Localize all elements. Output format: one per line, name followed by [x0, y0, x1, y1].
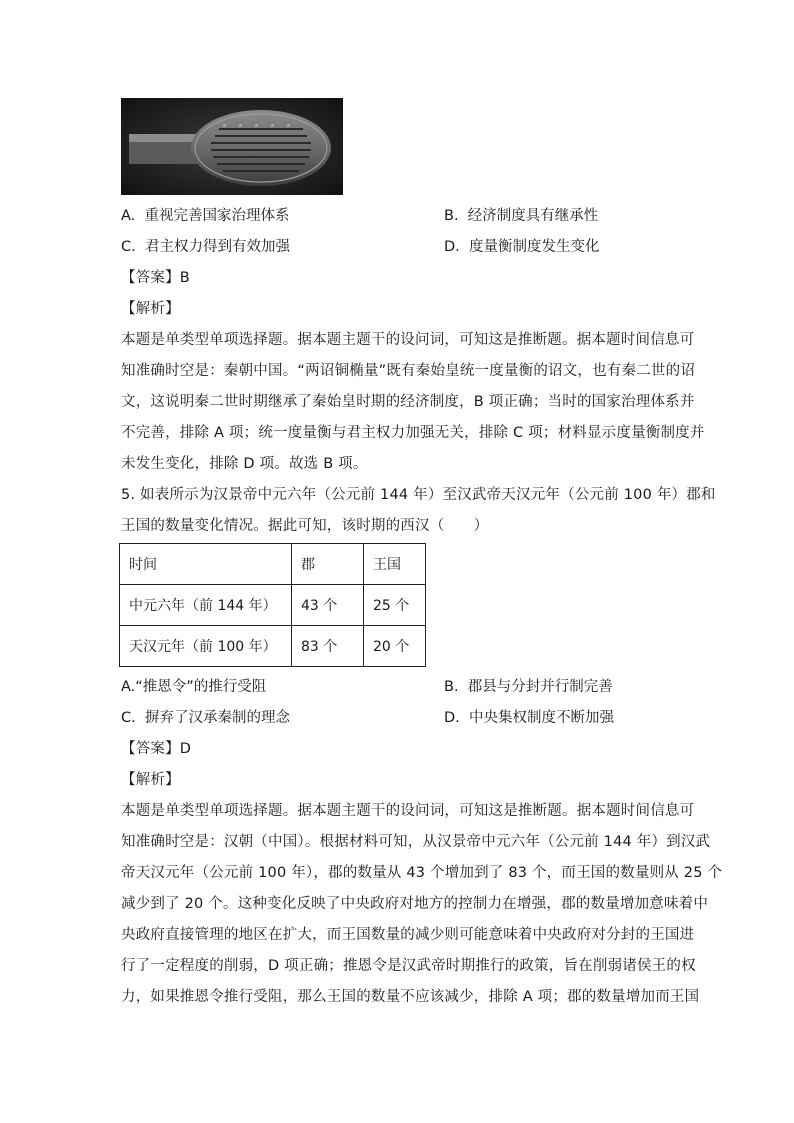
- table-cell: 中元六年（前 144 年）: [120, 585, 292, 626]
- q4-analysis-line: 本题是单类型单项选择题。据本题主题干的设问词，可知这是推断题。据本题时间信息可: [121, 332, 695, 348]
- q5-answer: 【答案】D: [121, 741, 192, 757]
- q5-analysis-heading: 【解析】: [121, 772, 180, 788]
- q5-analysis-line: 力，如果推恩令推行受阻，那么王国的数量不应该减少，排除 A 项；郡的数量增加而王国: [121, 989, 700, 1005]
- q5-stem-line: 王国的数量变化情况。据此可知，该时期的西汉（ ）: [121, 518, 489, 534]
- table-header-cell: 时间: [120, 544, 292, 585]
- q5-option-d: D. 中央集权制度不断加强: [444, 710, 614, 726]
- q4-analysis-heading: 【解析】: [121, 301, 180, 317]
- q4-analysis-line: 未发生变化，排除 D 项。故选 B 项。: [121, 456, 368, 472]
- q4-option-b: B. 经济制度具有继承性: [444, 208, 599, 224]
- q5-analysis-line: 本题是单类型单项选择题。据本题主题干的设问词，可知这是推断题。据本题时间信息可: [121, 803, 695, 819]
- table-cell: 20 个: [364, 626, 426, 667]
- table-cell: 43 个: [292, 585, 364, 626]
- q5-stem-line: 5. 如表所示为汉景帝中元六年（公元前 144 年）至汉武帝天汉元年（公元前 100 年）郡和: [121, 487, 716, 503]
- q5-option-a: A.“推恩令”的推行受阻: [121, 679, 267, 695]
- table-row: [120, 626, 426, 667]
- q5-option-c: C. 摒弃了汉承秦制的理念: [121, 710, 290, 726]
- q5-analysis-line: 帝天汉元年（公元前 100 年），郡的数量从 43 个增加到了 83 个，而王国的数量则从 25 个: [121, 865, 723, 881]
- q4-option-a: A. 重视完善国家治理体系: [121, 208, 290, 224]
- table-cell: 天汉元年（前 100 年）: [120, 626, 292, 667]
- q4-answer: 【答案】B: [121, 270, 190, 286]
- table-cell: 25 个: [364, 585, 426, 626]
- table-header-cell: 王国: [364, 544, 426, 585]
- q4-option-c: C. 君主权力得到有效加强: [121, 239, 290, 255]
- q5-data-table: [119, 543, 426, 667]
- bronze-measure-photo: [121, 98, 343, 195]
- q4-option-d: D. 度量衡制度发生变化: [444, 239, 600, 255]
- table-cell: 83 个: [292, 626, 364, 667]
- table-header-row: [120, 544, 426, 585]
- q4-analysis-line: 文，这说明秦二世时期继承了秦始皇时期的经济制度，B 项正确；当时的国家治理体系并: [121, 394, 695, 410]
- q4-analysis-line: 不完善，排除 A 项；统一度量衡与君主权力加强无关，排除 C 项；材料显示度量衡制度并: [121, 425, 705, 441]
- q5-analysis-line: 央政府直接管理的地区在扩大，而王国数量的减少则可能意味着中央政府对分封的王国进: [121, 927, 695, 943]
- q5-analysis-line: 行了一定程度的削弱，D 项正确；推恩令是汉武帝时期推行的政策，旨在削弱诸侯王的权: [121, 958, 696, 974]
- q5-option-b: B. 郡县与分封并行制完善: [444, 679, 613, 695]
- q5-analysis-line: 知准确时空是：汉朝（中国）。根据材料可知，从汉景帝中元六年（公元前 144 年）到汉武: [121, 834, 711, 850]
- table-header-cell: 郡: [292, 544, 364, 585]
- q4-analysis-line: 知准确时空是：秦朝中国。“两诏铜椭量”既有秦始皇统一度量衡的诏文，也有秦二世的诏: [121, 363, 696, 379]
- table-row: [120, 585, 426, 626]
- q5-analysis-line: 减少到了 20 个。这种变化反映了中央政府对地方的控制力在增强，郡的数量增加意味着中: [121, 896, 709, 912]
